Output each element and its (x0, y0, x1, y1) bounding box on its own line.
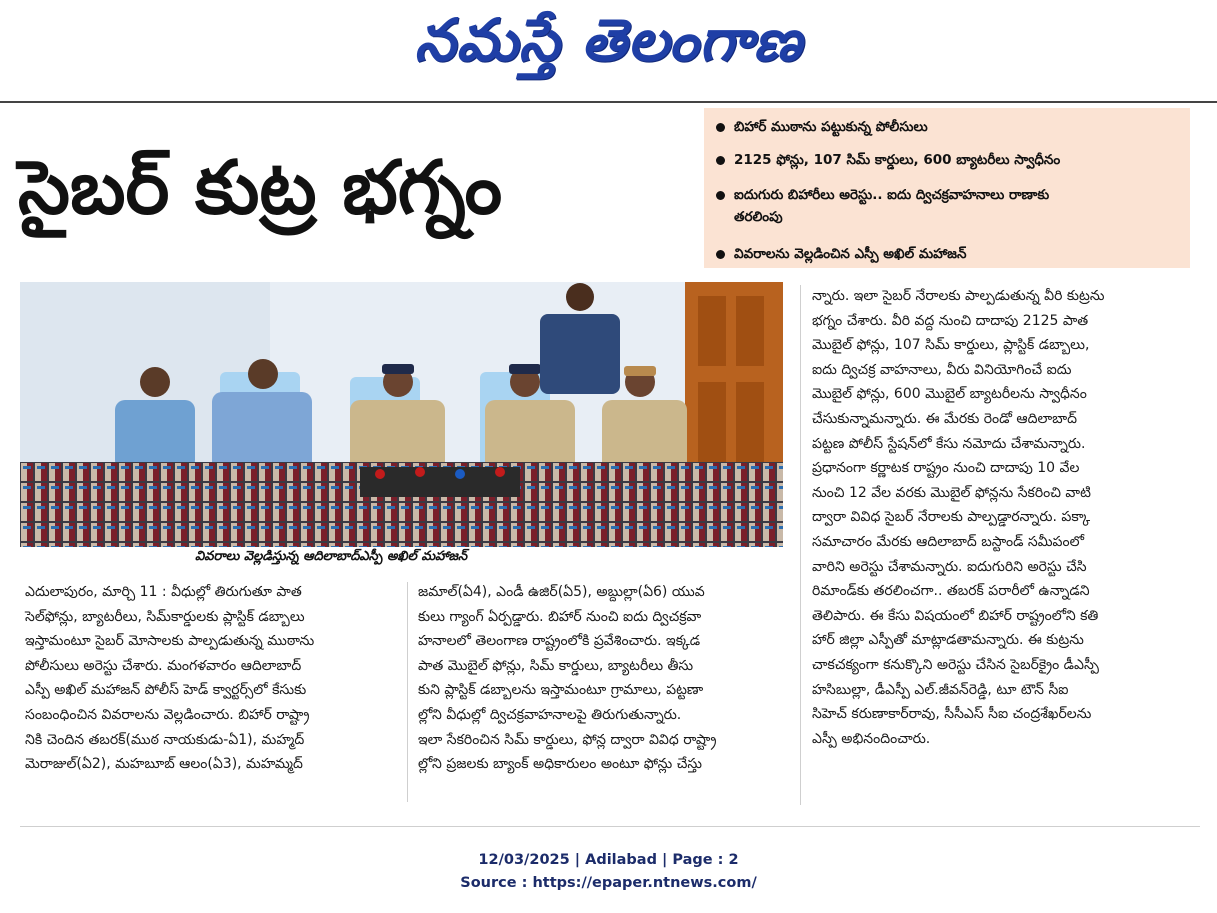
article-column-1 (25, 580, 314, 777)
article-line: ఎదులాపురం, మార్చి 11 : వీధుల్లో తిరుగుతూ పాత (25, 584, 302, 600)
photo-illustration (20, 282, 783, 547)
masthead (0, 0, 1217, 100)
article-line: ఎస్పీ అఖిల్ మహాజన్ పోలీస్ హెడ్ క్వార్టర్స్‌లో కేసుకు (25, 682, 307, 699)
article-column-3 (812, 284, 1105, 751)
article-line: పోలీసులు అరెస్టు చేశారు. మంగళవారం ఆదిలాబాద్ (25, 657, 302, 674)
article-line: హార్ జిల్లా ఎస్పీతో మాట్లాడతామన్నారు. ఈ కుట్రను (812, 632, 1084, 649)
article-line: వారిని అరెస్టు చేశామన్నారు. ఐదుగురిని అరెస్టు చేసి (812, 558, 1087, 575)
article-line: న్నారు. ఇలా సైబర్ నేరాలకు పాల్పడుతున్న వీరి కుట్రను (812, 288, 1105, 304)
photo-caption: వివరాలు వెల్లడిస్తున్న ఆదిలాబాద్ఎస్పీ అఖిల్ మహాజన్ (195, 549, 468, 564)
article-line: చేసుకున్నామన్నారు. ఈ మేరకు రెండో ఆదిలాబాద్ (812, 410, 1078, 427)
article-line: సంబంధించిన వివరాలను వెల్లడించారు. బిహార్ రాష్ట్రా (25, 706, 310, 723)
press-conference-photo (20, 282, 783, 547)
article-line: భగ్నం చేశారు. వీరి వద్ద నుంచి దాదాపు 2125 పాత (812, 312, 1089, 329)
masthead-divider (0, 101, 1217, 103)
article-line: ఐదు ద్విచక్ర వాహనాలు, వీరు వినియోగించే ఐదు (812, 361, 1072, 378)
article-line: మెరాజుల్(ఏ2), మహబూబ్ ఆలం(ఏ3), మహమ్మద్ (25, 756, 303, 773)
footer-divider (20, 826, 1200, 827)
article-line: ఎస్పీ అభినందించారు. (812, 730, 931, 747)
bullet-icon (716, 250, 725, 259)
highlight-item: 2125 ఫోన్లు, 107 సిమ్ కార్డులు, 600 బ్యాటరీలు స్వాధీనం (716, 151, 1060, 169)
article-line: మొబైల్ ఫోన్లు, 600 మొబైల్ బ్యాటరీలను స్వాధీనం (812, 386, 1087, 403)
article-line: నికి చెందిన తబరక్(ముఠ నాయకుడు-ఏ1), మహ్మద్ (25, 731, 305, 748)
highlight-item: ఐదుగురు బిహారీలు అరెస్టు.. ఐదు ద్విచక్రవాహనాలు రాణాకు (716, 186, 1049, 204)
article-line: నుంచి 12 వేల వరకు మొబైల్ ఫోన్లను సేకరించి వాటి (812, 484, 1091, 501)
article-line: జమాల్(ఏ4), ఎండీ ఉజిర్(ఏ5), అబ్దుల్లా(ఏ6) యువ (418, 584, 705, 600)
article-line: పట్టణ పోలీస్ స్టేషన్‌లో కేసు నమోదు చేశామన్నారు. (812, 435, 1086, 452)
article-line: ఇస్తామంటూ సైబర్ మోసాలకు పాల్పడుతున్న ముఠాను (25, 633, 315, 650)
article-line: తెలిపారు. ఈ కేసు విషయంలో బిహార్ రాష్ట్రంలోని కతి (812, 607, 1099, 624)
article-line: ప్రధానంగా కర్ణాటక రాష్ట్రం నుంచి దాదాపు 10 వేల (812, 460, 1080, 477)
source-link[interactable]: Source : https://epaper.ntnews.com/ (460, 875, 757, 891)
article-line: రిమాండ్‌కు తరలించగా.. తబరక్ పరారీలో ఉన్నాడని (812, 583, 1090, 600)
highlight-item: వివరాలను వెల్లడించిన ఎస్పీ అఖిల్ మహాజన్ (716, 245, 966, 263)
highlight-item: బిహార్ ముఠాను పట్టుకున్న పోలీసులు (716, 118, 928, 136)
article-line: హనాలలో తెలంగాణ రాష్ట్రంలోకి ప్రవేశించారు. ఇక్కడ (418, 633, 701, 650)
newspaper-logo: నమస్తే తెలంగాణ (414, 6, 803, 74)
edition-info: 12/03/2025 | Adilabad | Page : 2 (478, 852, 739, 868)
article-line: ఇలా సేకరించిన సిమ్ కార్డులు, ఫోన్ల ద్వారా వివిధ రాష్ట్రా (418, 731, 717, 748)
article-line: కులు గ్యాంగ్ ఏర్పడ్డారు. బిహార్ నుంచి ఐదు ద్విచక్రవా (418, 608, 702, 625)
highlights-box (704, 108, 1190, 268)
article-line: సిహెచ్ కరుణాకార్‌రావు, సీసీఎస్ సీఐ చంద్రశేఖర్‌లను (812, 706, 1092, 723)
article-line: సెల్‌ఫోన్లు, బ్యాటరీలు, సిమ్‌కార్డులకు ప్లాస్టిక్ డబ్బాలు (25, 608, 305, 625)
article-headline: సైబర్ కుట్ర భగ్నం (18, 145, 503, 231)
column-divider (407, 582, 408, 802)
bullet-icon (716, 191, 725, 200)
bullet-icon (716, 123, 725, 132)
column-divider (800, 285, 801, 805)
bullet-icon (716, 156, 725, 165)
article-line: ల్లోని ప్రజలకు బ్యాంక్ అధికారులం అంటూ ఫోన్లు చేస్తు (418, 756, 703, 773)
article-line: కుని ప్లాస్టిక్ డబ్బాలను ఇస్తామంటూ గ్రామాలు, పట్టణా (418, 682, 704, 699)
article-line: ద్వారా వివిధ సైబర్ నేరాలకు పాల్పడ్డారన్నారు. పక్కా (812, 509, 1091, 526)
article-column-2 (418, 580, 717, 777)
article-line: మొబైల్ ఫోన్లు, 107 సిమ్ కార్డులు, ప్లాస్టిక్ డబ్బాలు, (812, 337, 1090, 354)
highlight-item-continued: తరలింపు (734, 209, 783, 225)
article-line: చాకచక్యంగా కనుక్కొని అరెస్టు చేసిన సైబర్‌క్రైం డీఎస్పీ (812, 656, 1099, 673)
article-line: పాత మొబైల్ ఫోన్లు, సిమ్ కార్డులు, బ్యాటరీలు తీసు (418, 657, 694, 674)
article-line: ల్లోని వీధుల్లో ద్విచక్రవాహనాలపై తిరుగుతున్నారు. (418, 706, 682, 723)
article-line: సమాచారం మేరకు ఆదిలాబాద్ బస్టాండ్ సమీపంలో (812, 533, 1084, 550)
article-line: హసిబుల్లా, డీఎస్పీ ఎల్.జీవన్‌రెడ్డి, టూ టౌన్ సీఐ (812, 681, 1069, 698)
